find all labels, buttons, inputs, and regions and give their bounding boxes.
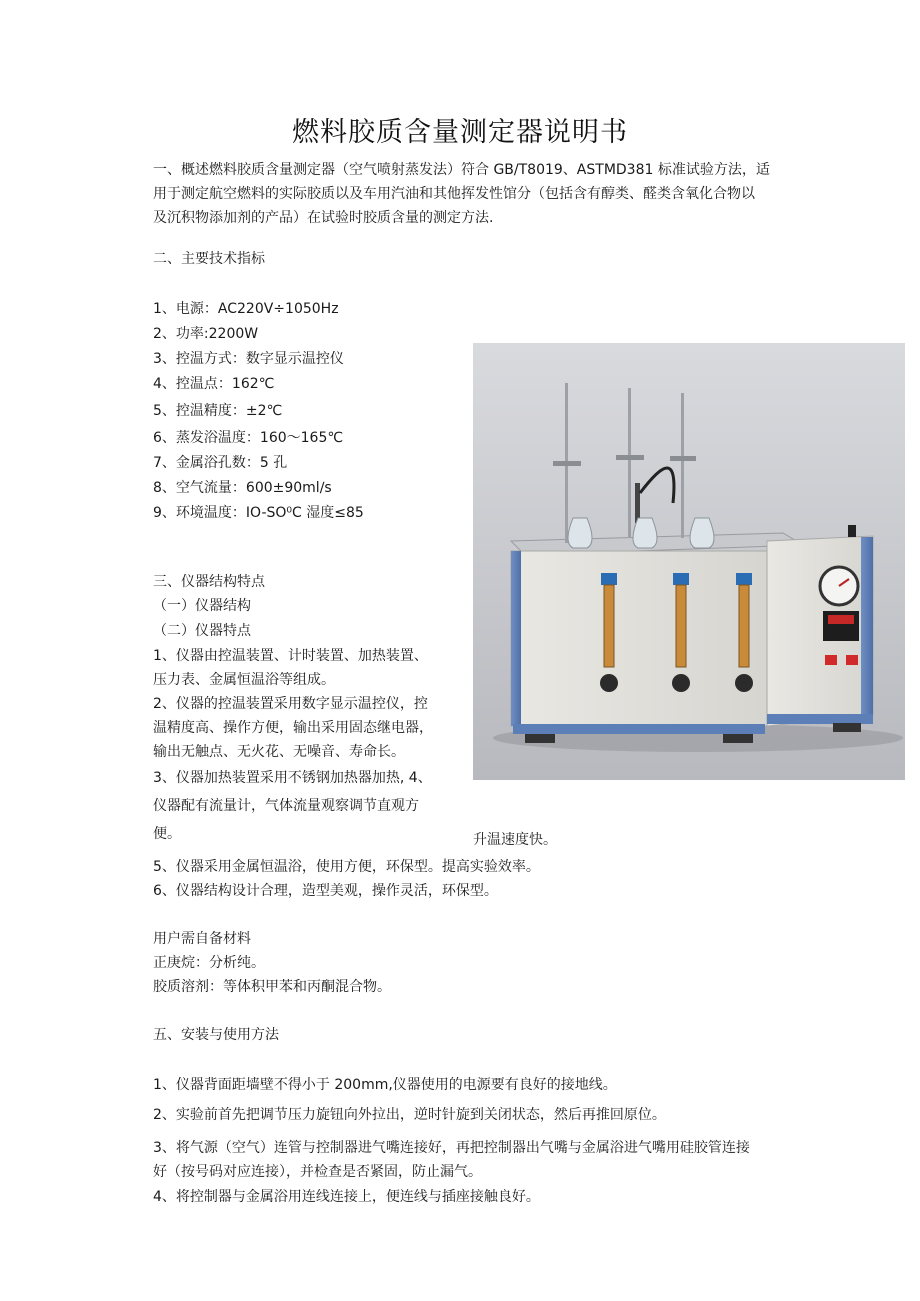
overview-line-1: 一、概述燃料胶质含量测定器（空气喷射蒸发法）符合 GB/T8019、ASTMD381 标准试验方法，适 — [153, 162, 770, 178]
feature-line: 3、仪器加热装置采用不锈钢加热器加热, 4、 — [153, 770, 432, 786]
overview-line-2: 用于测定航空燃料的实际胶质以及车用汽油和其他挥发性馆分（包括含有醇类、醛类含氧化合物以 — [153, 186, 755, 202]
spec-item: 9、环境温度：IO-SO⁰C 湿度≤85 — [153, 505, 364, 521]
step-line: 1、仪器背面距墙壁不得小于 200mm,仪器使用的电源要有良好的接地线。 — [153, 1077, 617, 1093]
section-heading-installation: 五、安装与使用方法 — [153, 1027, 279, 1043]
instrument-photo — [473, 343, 905, 780]
material-item: 正庚烷：分析纯。 — [153, 955, 265, 971]
step-line: 3、将气源（空气）连管与控制器进气嘴连接好，再把控制器出气嘴与金属浴进气嘴用硅胶管连接 — [153, 1140, 750, 1156]
feature-line: 6、仪器结构设计合理，造型美观，操作灵活，环保型。 — [153, 883, 498, 899]
feature-line: 2、仪器的控温装置采用数字显示温控仪，控 — [153, 696, 428, 712]
feature-line: 输出无触点、无火花、无噪音、寿命长。 — [153, 744, 405, 760]
spec-item: 6、蒸发浴温度：160～165℃ — [153, 430, 344, 446]
subheading-structure: （一）仪器结构 — [153, 598, 251, 614]
feature-line: 仪器配有流量计，气体流量观察调节直观方 — [153, 798, 419, 814]
material-item: 胶质溶剂：等体积甲苯和丙酮混合物。 — [153, 979, 391, 995]
spec-item: 3、控温方式：数字显示温控仪 — [153, 351, 344, 367]
step-line: 2、实验前首先把调节压力旋钮向外拉出，逆时针旋到关闭状态，然后再推回原位。 — [153, 1107, 666, 1123]
spec-item: 8、空气流量：600±90ml∕s — [153, 480, 332, 496]
spec-item: 4、控温点：162℃ — [153, 376, 275, 392]
feature-line: 1、仪器由控温装置、计时装置、加热装置、 — [153, 648, 428, 664]
feature-line: 压力表、金属恒温浴等组成。 — [153, 672, 335, 688]
feature-line: 便。 — [153, 826, 181, 842]
photo-caption: 升温速度快。 — [473, 832, 557, 848]
spec-item: 2、功率:2200W — [153, 326, 259, 342]
spec-item: 1、电源：AC220V÷1050Hz — [153, 301, 339, 317]
section-heading-structure: 三、仪器结构特点 — [153, 574, 265, 590]
overview-line-3: 及沉积物添加剂的产品）在试验时胶质含量的测定方法. — [153, 210, 494, 226]
step-line: 4、将控制器与金属浴用连线连接上，便连线与插座接触良好。 — [153, 1189, 540, 1205]
subheading-features: （二）仪器特点 — [153, 623, 251, 639]
document-title: 燃料胶质含量测定器说明书 — [292, 117, 628, 148]
materials-heading: 用户需自备材料 — [153, 931, 251, 947]
feature-line: 温精度高、操作方便，输出采用固态继电器， — [153, 720, 433, 736]
feature-line: 5、仪器采用金属恒温浴，使用方便，环保型。提高实验效率。 — [153, 859, 540, 875]
spec-item: 5、控温精度：±2℃ — [153, 403, 283, 419]
step-line: 好（按号码对应连接），并检查是否紧固，防止漏气。 — [153, 1164, 482, 1180]
section-heading-specs: 二、主要技术指标 — [153, 251, 265, 267]
spec-item: 7、金属浴孔数：5 孔 — [153, 455, 288, 471]
